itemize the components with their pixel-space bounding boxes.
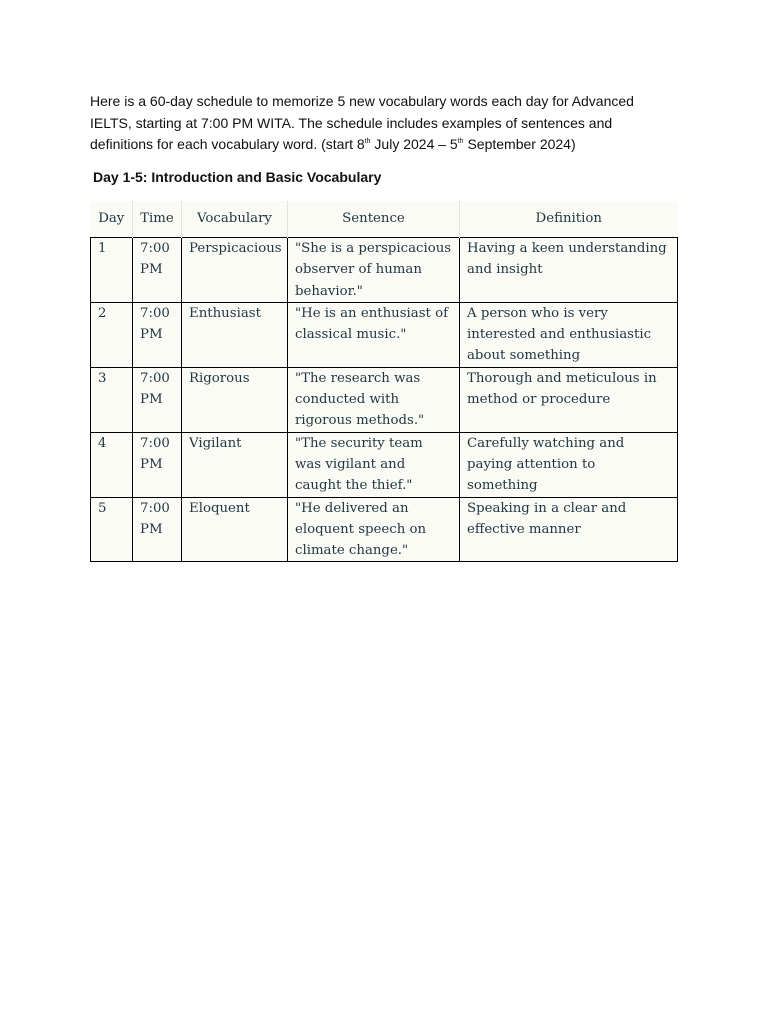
intro-paragraph: [90, 91, 665, 156]
cell-vocabulary: Eloquent: [182, 497, 288, 562]
document-page: [90, 91, 680, 559]
column-header-sentence: Sentence: [288, 201, 460, 238]
cell-day: 1: [91, 238, 133, 303]
cell-sentence: "He is an enthusiast of classical music.": [288, 302, 460, 367]
intro-superscript-2: th: [457, 138, 464, 145]
intro-superscript-1: th: [364, 138, 371, 145]
cell-vocabulary: Rigorous: [182, 367, 288, 432]
column-header-time: Time: [133, 201, 182, 238]
section-heading: Day 1-5: Introduction and Basic Vocabulary: [93, 169, 382, 185]
cell-definition: Speaking in a clear and effective manner: [460, 497, 678, 562]
cell-time: 7:00 PM: [133, 497, 182, 562]
intro-text-part-3: September 2024): [463, 136, 576, 152]
cell-time: 7:00 PM: [133, 367, 182, 432]
table-header-row: [91, 201, 678, 238]
cell-vocabulary: Perspicacious: [182, 238, 288, 303]
cell-sentence: "She is a perspicacious observer of human behavior.": [288, 238, 460, 303]
table-row: [91, 432, 678, 497]
cell-day: 2: [91, 302, 133, 367]
cell-time: 7:00 PM: [133, 432, 182, 497]
cell-day: 4: [91, 432, 133, 497]
cell-day: 5: [91, 497, 133, 562]
table-row: [91, 302, 678, 367]
table-row: [91, 367, 678, 432]
cell-time: 7:00 PM: [133, 238, 182, 303]
cell-time: 7:00 PM: [133, 302, 182, 367]
cell-definition: Having a keen understanding and insight: [460, 238, 678, 303]
column-header-vocabulary: Vocabulary: [182, 201, 288, 238]
column-header-day: Day: [98, 211, 125, 227]
vocabulary-table: [90, 201, 678, 562]
intro-text-part-2: July 2024 – 5: [370, 136, 458, 152]
cell-sentence: "The research was conducted with rigorous methods.": [288, 367, 460, 432]
intro-text-part-1: Here is a 60-day schedule to memorize 5 new vocabulary words each day for Advanced IELTS, starting at 7:00 PM WITA. The schedule includes examples of sentences and definitions for each vocabulary word. (start 8: [90, 93, 634, 152]
cell-definition: A person who is very interested and enthusiastic about something: [460, 302, 678, 367]
cell-vocabulary: Enthusiast: [182, 302, 288, 367]
cell-day: 3: [91, 367, 133, 432]
table-row: [91, 497, 678, 562]
table-row: [91, 238, 678, 303]
cell-definition: Carefully watching and paying attention to something: [460, 432, 678, 497]
cell-sentence: "The security team was vigilant and caught the thief.": [288, 432, 460, 497]
cell-vocabulary: Vigilant: [182, 432, 288, 497]
cell-definition: Thorough and meticulous in method or procedure: [460, 367, 678, 432]
cell-sentence: "He delivered an eloquent speech on climate change.": [288, 497, 460, 562]
column-header-definition: Definition: [460, 201, 678, 238]
